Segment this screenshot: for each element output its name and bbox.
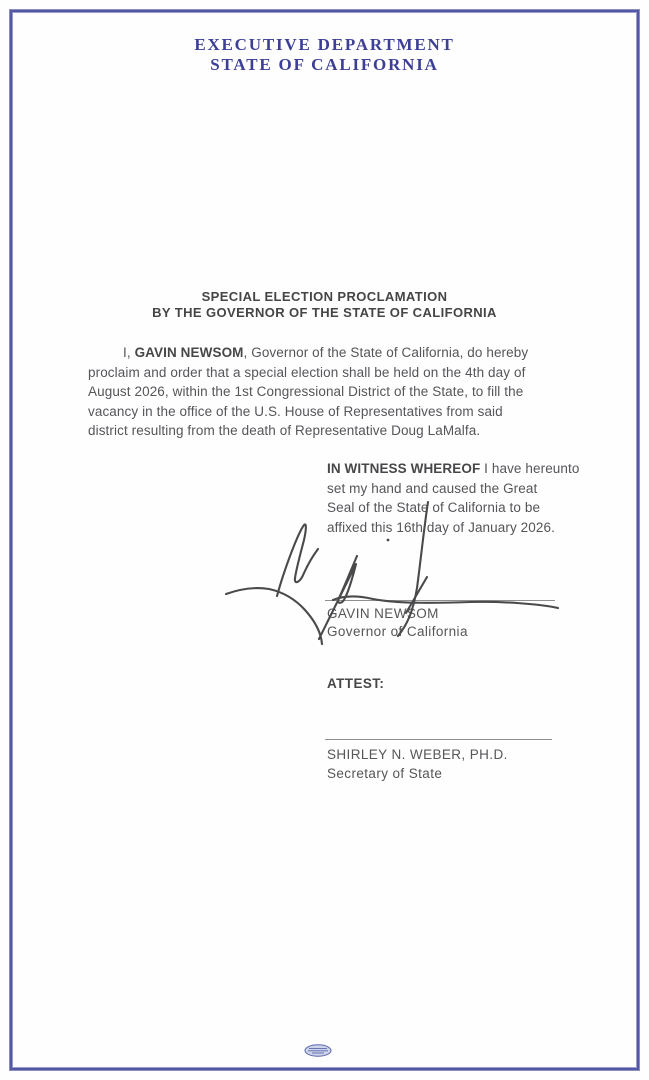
document-title-line1: SPECIAL ELECTION PROCLAMATION	[201, 289, 448, 304]
governor-title: Governor of California	[327, 623, 468, 639]
secretary-printed-name: SHIRLEY N. WEBER, PH.D.	[327, 747, 508, 762]
letterhead	[0, 35, 649, 75]
attest-label: ATTEST:	[327, 676, 385, 691]
secretary-title: Secretary of State	[327, 765, 443, 781]
witness-line-3: Seal of the State of California to be	[327, 500, 541, 515]
witness-line1-rest: I have hereunto	[480, 461, 580, 476]
secretary-block	[327, 746, 508, 783]
letterhead-line1: EXECUTIVE DEPARTMENT	[194, 35, 455, 54]
body-line-3: August 2026, within the 1st Congressional District of the State, to fill the	[88, 384, 524, 399]
governor-name-inline: GAVIN NEWSOM	[134, 345, 244, 360]
body-line-5: district resulting from the death of Representative Doug LaMalfa.	[88, 423, 481, 438]
witness-line-4: affixed this 16th day of January 2026.	[327, 519, 555, 535]
governor-signature-ink	[215, 500, 615, 660]
body-line-4: vacancy in the office of the U.S. House of Representatives from said	[88, 403, 503, 419]
document-title-line2: BY THE GOVERNOR OF THE STATE OF CALIFORNIA	[152, 304, 497, 320]
body-line1-prefix: I,	[123, 345, 135, 360]
proclamation-body	[88, 343, 588, 441]
witness-line-1	[327, 459, 579, 479]
body-line1-suffix: , Governor of the State of California, do hereby	[243, 345, 529, 360]
body-line-1	[88, 343, 588, 363]
governor-printed-name: GAVIN NEWSOM	[327, 606, 439, 621]
document-title	[0, 289, 649, 320]
letterhead-line2: STATE OF CALIFORNIA	[210, 55, 439, 74]
witness-line-2: set my hand and caused the Great	[327, 480, 538, 496]
union-bug-seal-icon	[303, 1043, 333, 1058]
witness-lead-in: IN WITNESS WHEREOF	[327, 461, 481, 476]
body-line-2: proclaim and order that a special election shall be held on the 4th day of	[88, 364, 526, 380]
secretary-signature-line	[325, 739, 552, 740]
